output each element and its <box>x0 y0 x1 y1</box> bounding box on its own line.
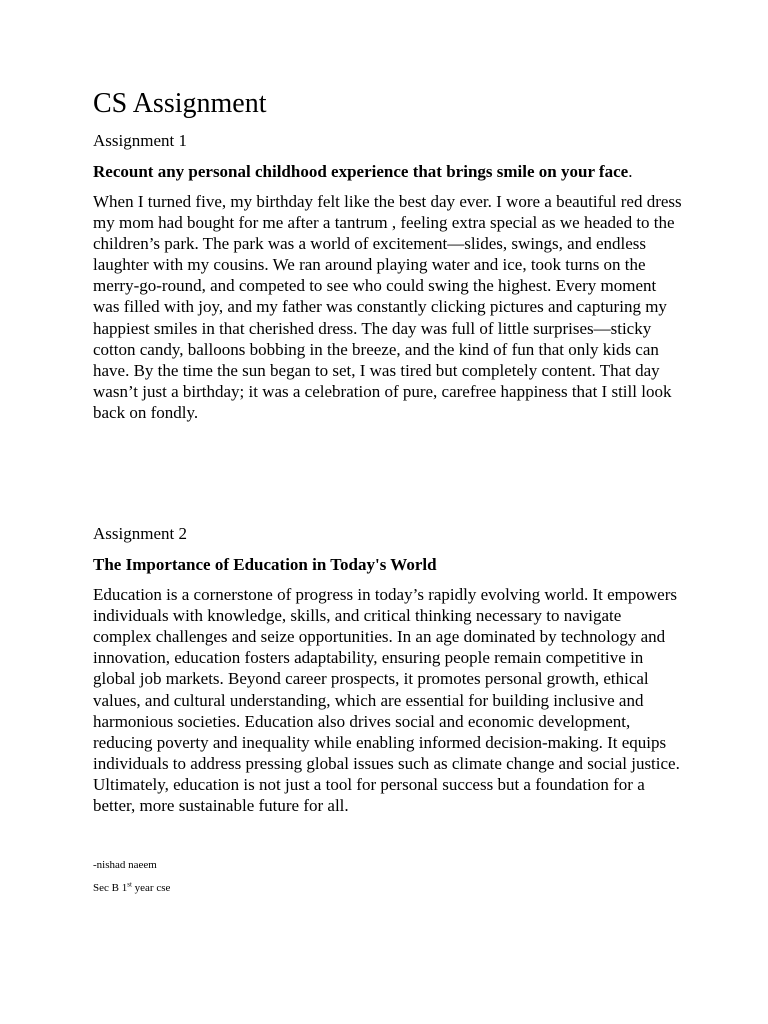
assignment-1-question-period: . <box>628 162 633 181</box>
assignment-1-question-text: Recount any personal childhood experience that brings smile on your face <box>93 162 629 181</box>
author-section-ordinal: st <box>127 880 132 889</box>
section-spacer <box>93 423 683 523</box>
assignment-2-label: Assignment 2 <box>93 524 187 544</box>
author-section <box>93 881 683 895</box>
assignment-2-question: The Importance of Education in Today's World <box>93 555 437 575</box>
document-page <box>93 86 683 895</box>
author-section-suffix: year cse <box>131 882 171 895</box>
assignment-1-body: When I turned five, my birthday felt like the best day ever. I wore a beautiful red dress my mom had bought for me after a tantrum , feeling extra special as we headed to the children’s park. The park was a world of excitement—slides, swings, and endless laughter with my cousins. We ran around playing water and ice, took turns on the merry-go-round, and competed to see who could swing the highest. Every moment was filled with joy, and my father was constantly clicking pictures and capturing my happiest smiles in that cherished dress. The day was full of little surprises—sticky cotton candy, balloons bobbing in the breeze, and the kind of fun that only kids can have. By the time the sun began to set, I was tired but completely content. That day wasn’t just a birthday; it was a celebration of pure, carefree happiness that I still look back on fondly. <box>93 192 682 422</box>
author-section-prefix: Sec B 1 <box>93 882 128 895</box>
assignment-2-body: Education is a cornerstone of progress in today’s rapidly evolving world. It empowers individuals with knowledge, skills, and critical thinking necessary to navigate complex challenges and seize opportunities. In an age dominated by technology and innovation, education fosters adaptability, ensuring people remain competitive in global job markets. Beyond career prospects, it promotes personal growth, ethical values, and cultural understanding, which are essential for building inclusive and harmonious societies. Education also drives social and economic development, reducing poverty and inequality while enabling informed decision-making. It equips individuals to address pressing global issues such as climate change and social justice. Ultimately, education is not just a tool for personal success but a foundation for a better, more sustainable future for all. <box>93 585 680 815</box>
document-title: CS Assignment <box>93 88 267 119</box>
assignment-1-question <box>93 161 683 183</box>
assignment-1-section <box>93 130 683 423</box>
assignment-2-section <box>93 523 683 816</box>
assignment-1-label: Assignment 1 <box>93 131 187 150</box>
author-name: -nishad naeem <box>93 859 157 872</box>
